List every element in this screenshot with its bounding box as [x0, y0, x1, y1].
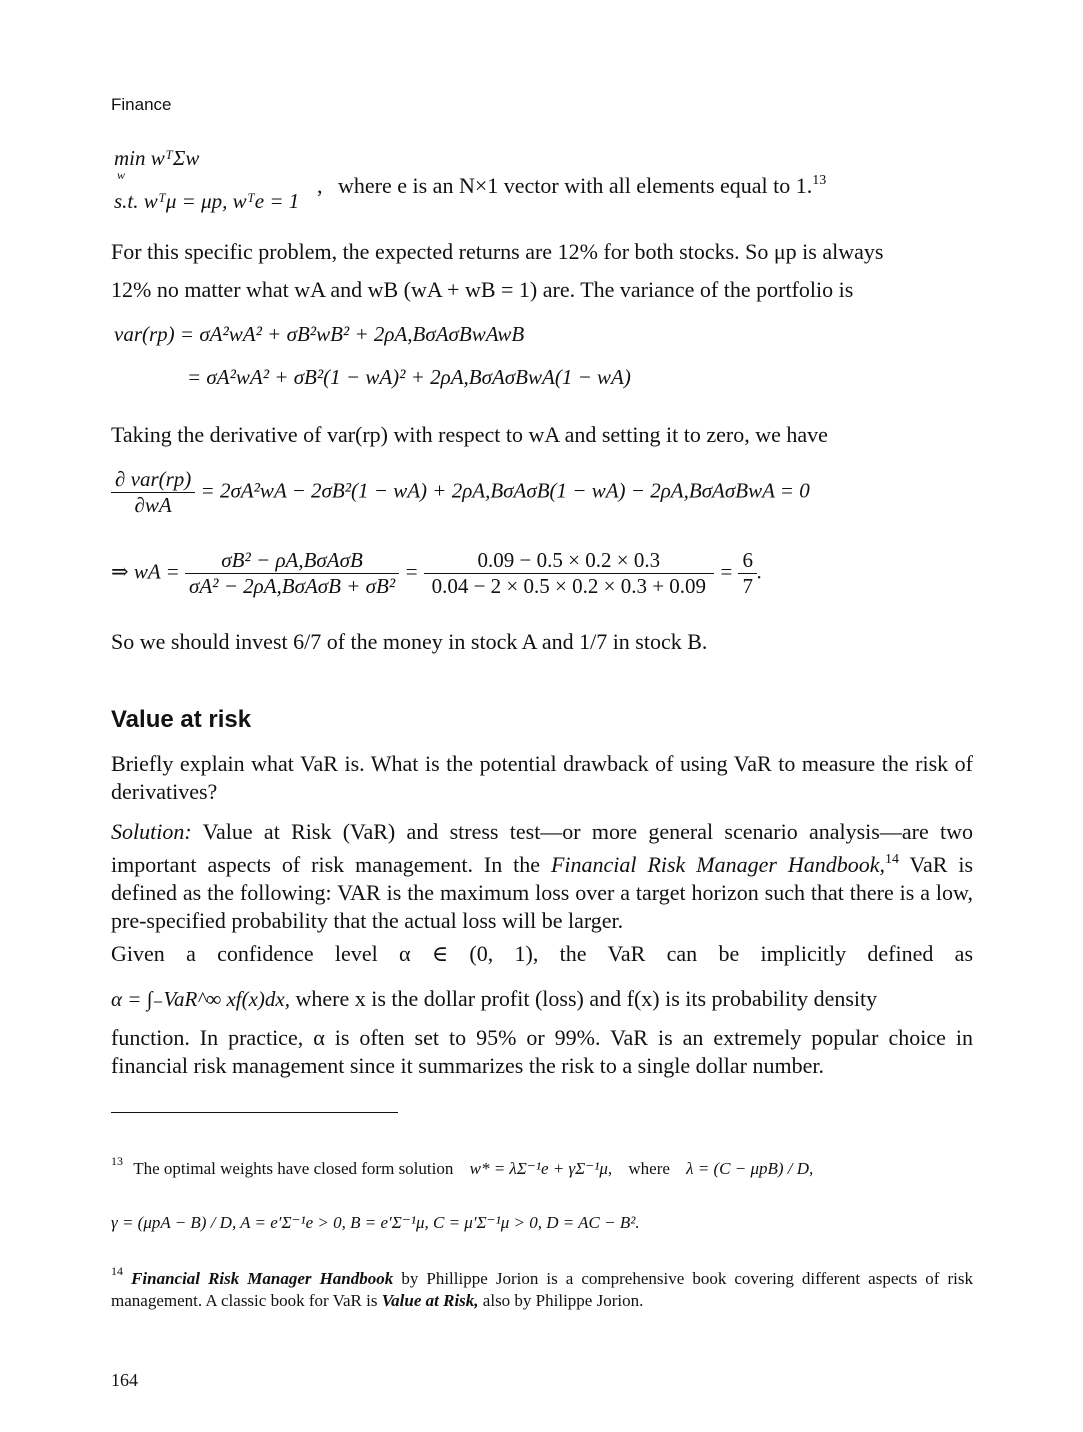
solution-equals-1: =: [404, 559, 419, 584]
solution-text-b: VaR is defined as the following: VAR is the maximum loss over a target horizon such that there is a low, pre-specified probability that the actual loss will be larger.: [111, 852, 974, 933]
paragraph-1-line-2: 12% no matter what wA and wB (wA + wB = 1) are. The variance of the portfolio is: [111, 277, 854, 302]
alpha-definition: α = ∫₋VaR^∞ xf(x)dx,: [111, 987, 290, 1011]
derivative-rhs: = 2σA²wA − 2σB²(1 − wA) + 2ρA,BσAσB(1 − wA) − 2ρA,BσAσBwA = 0: [200, 478, 810, 503]
paragraph-2: Taking the derivative of var(rp) with respect to wA and setting it to zero, we have: [111, 422, 828, 447]
handbook-title: Financial Risk Manager Handbook,: [550, 852, 885, 877]
solution-text-a: Value at Risk (VaR) and stress test—or more general scenario analysis—are two important aspects of risk management. In the: [111, 819, 973, 877]
variance-equation-line-2: = σA²wA² + σB²(1 − wA)² + 2ρA,BσAσBwA(1 − wA): [187, 365, 631, 389]
footnote-13-lambda: λ = (C − μpB) / D,: [686, 1159, 814, 1178]
solution-equation: [111, 548, 762, 599]
optimization-comma: ,: [317, 173, 323, 198]
derivative-numerator: ∂ var(rp): [111, 467, 195, 493]
optimization-objective: min wᵀΣw: [114, 146, 200, 170]
solution-result-fraction: [738, 548, 757, 599]
footnote-14-title: Financial Risk Manager Handbook: [131, 1269, 394, 1288]
conclusion: So we should invest 6/7 of the money in stock A and 1/7 in stock B.: [111, 629, 708, 654]
footnote-14-title-2: Value at Risk,: [381, 1291, 479, 1310]
solution-numeric-fraction: [424, 548, 714, 599]
footnote-ref-14: 14: [884, 852, 899, 867]
question-paragraph: Briefly explain what VaR is. What is the potential drawback of using VaR to measure the risk of derivatives?: [111, 751, 973, 804]
footnote-14-text: by Phillippe Jorion is a comprehensive book covering different aspects of risk management. A classic book for VaR is: [111, 1269, 974, 1310]
solution-symbolic-fraction: [185, 548, 399, 599]
footnote-14-number: 14: [111, 1264, 123, 1278]
footnote-14: [111, 1260, 973, 1312]
solution-result-numerator: 6: [738, 548, 757, 574]
footnote-separator: [111, 1112, 398, 1113]
footnote-13-line-1: [111, 1150, 813, 1180]
footnote-13-formula: w* = λΣ⁻¹e + γΣ⁻¹μ,: [469, 1159, 613, 1178]
final-paragraph: function. In practice, α is often set to 95% or 99%. VaR is an extremely popular choice in financial risk management since it summarizes the risk to a single dollar number.: [111, 1025, 973, 1078]
footnote-13-number: 13: [111, 1154, 123, 1168]
solution-equals-2: =: [719, 559, 734, 584]
solution-label: Solution:: [111, 819, 192, 844]
derivative-fraction: [111, 467, 195, 518]
solution-numeric-numerator: 0.09 − 0.5 × 0.2 × 0.3: [424, 548, 714, 574]
footnote-13-text: The optimal weights have closed form solution: [133, 1159, 454, 1178]
paragraph-1-line-1: For this specific problem, the expected returns are 12% for both stocks. So μp is always: [111, 239, 884, 264]
optimization-where-text: where e is an N×1 vector with all elements equal to 1.: [338, 173, 813, 198]
footnote-13-where: where: [628, 1159, 670, 1178]
solution-paragraph: [111, 818, 973, 935]
solution-period: .: [756, 559, 763, 584]
derivative-denominator: ∂wA: [134, 493, 172, 517]
footnote-14-end: also by Philippe Jorion.: [482, 1291, 644, 1310]
optimization-min-subscript: w: [117, 168, 126, 182]
running-header: Finance: [111, 95, 172, 114]
footnote-ref-13: 13: [812, 173, 827, 188]
solution-symbolic-numerator: σB² − ρA,BσAσB: [185, 548, 399, 574]
page-number: 164: [111, 1370, 138, 1390]
section-title: Value at risk: [111, 706, 252, 733]
footnote-13-line-2: γ = (μpA − B) / D, A = e′Σ⁻¹e > 0, B = e′Σ⁻¹μ, C = μ′Σ⁻¹μ > 0, D = AC − B².: [111, 1213, 640, 1232]
optimization-constraint: s.t. wᵀμ = μp, wᵀe = 1: [114, 189, 300, 213]
solution-symbolic-denominator: σA² − 2ρA,BσAσB + σB²: [188, 574, 396, 598]
solution-numeric-denominator: 0.04 − 2 × 0.5 × 0.2 × 0.3 + 0.09: [431, 574, 707, 598]
optimization-where: [317, 166, 826, 201]
alpha-definition-line: [111, 984, 877, 1014]
confidence-level-line: Given a confidence level α ∈ (0, 1), the VaR can be implicitly defined as: [111, 941, 973, 966]
variance-equation-line-1: var(rp) = σA²wA² + σB²wB² + 2ρA,BσAσBwAwB: [114, 322, 525, 346]
solution-prefix: ⇒ wA =: [111, 559, 180, 584]
alpha-definition-rest: where x is the dollar profit (loss) and f(x) is its probability density: [295, 986, 878, 1011]
derivative-equation: [111, 467, 810, 518]
solution-result-denominator: 7: [742, 574, 753, 598]
